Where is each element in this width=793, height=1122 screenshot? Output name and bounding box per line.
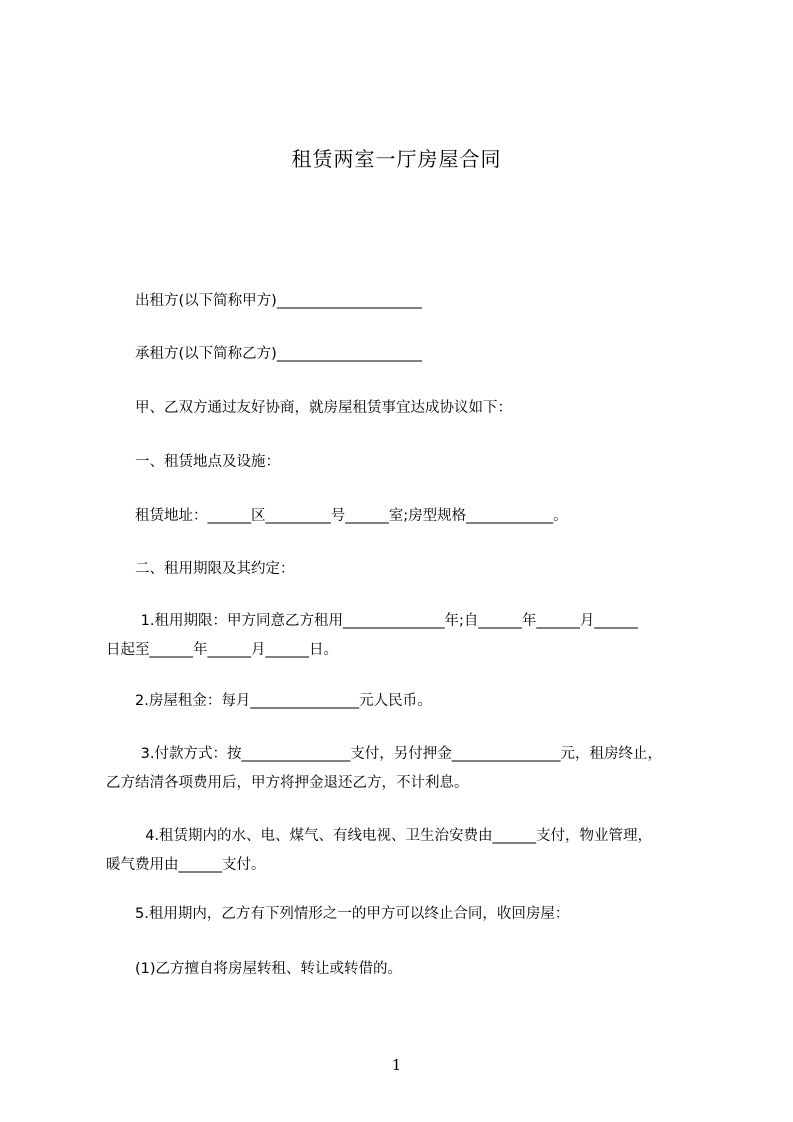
address-line: 租赁地址：______区_________号______室;房型规格____________。 [135, 508, 568, 524]
fees-item: 4.租赁期内的水、电、煤气、有线电视、卫生治安费由______支付，物业管理， 暖气费用由______支付。 [106, 828, 653, 873]
term-item: 1.租用期限：甲方同意乙方租用______________年;自______年______月______ 日起至______年______月______日。 [106, 613, 638, 658]
termination-item: 5.租用期内，乙方有下列情形之一的甲方可以终止合同，收回房屋： [135, 906, 570, 922]
intro-paragraph: 甲、乙双方通过友好协商，就房屋租赁事宜达成协议如下： [135, 400, 512, 416]
section2-heading: 二、租用期限及其约定： [135, 561, 295, 577]
page-number: 1 [391, 1056, 402, 1074]
lessee-line: 承租方(以下简称乙方)____________________ [135, 346, 422, 362]
document-title: 租赁两室一厅房屋合同 [291, 147, 502, 171]
lessor-line: 出租方(以下简称甲方)____________________ [135, 293, 422, 309]
payment-item: 3.付款方式：按_______________支付，另付押金_______________元，租房终止， 乙方结清各项费用后，甲方将押金退还乙方，不计利息。 [106, 746, 662, 791]
termination-sub-item: (1)乙方擅自将房屋转租、转让或转借的。 [135, 961, 403, 977]
section1-heading: 一、租赁地点及设施： [135, 454, 280, 470]
rent-item: 2.房屋租金：每月_______________元人民币。 [135, 693, 432, 709]
